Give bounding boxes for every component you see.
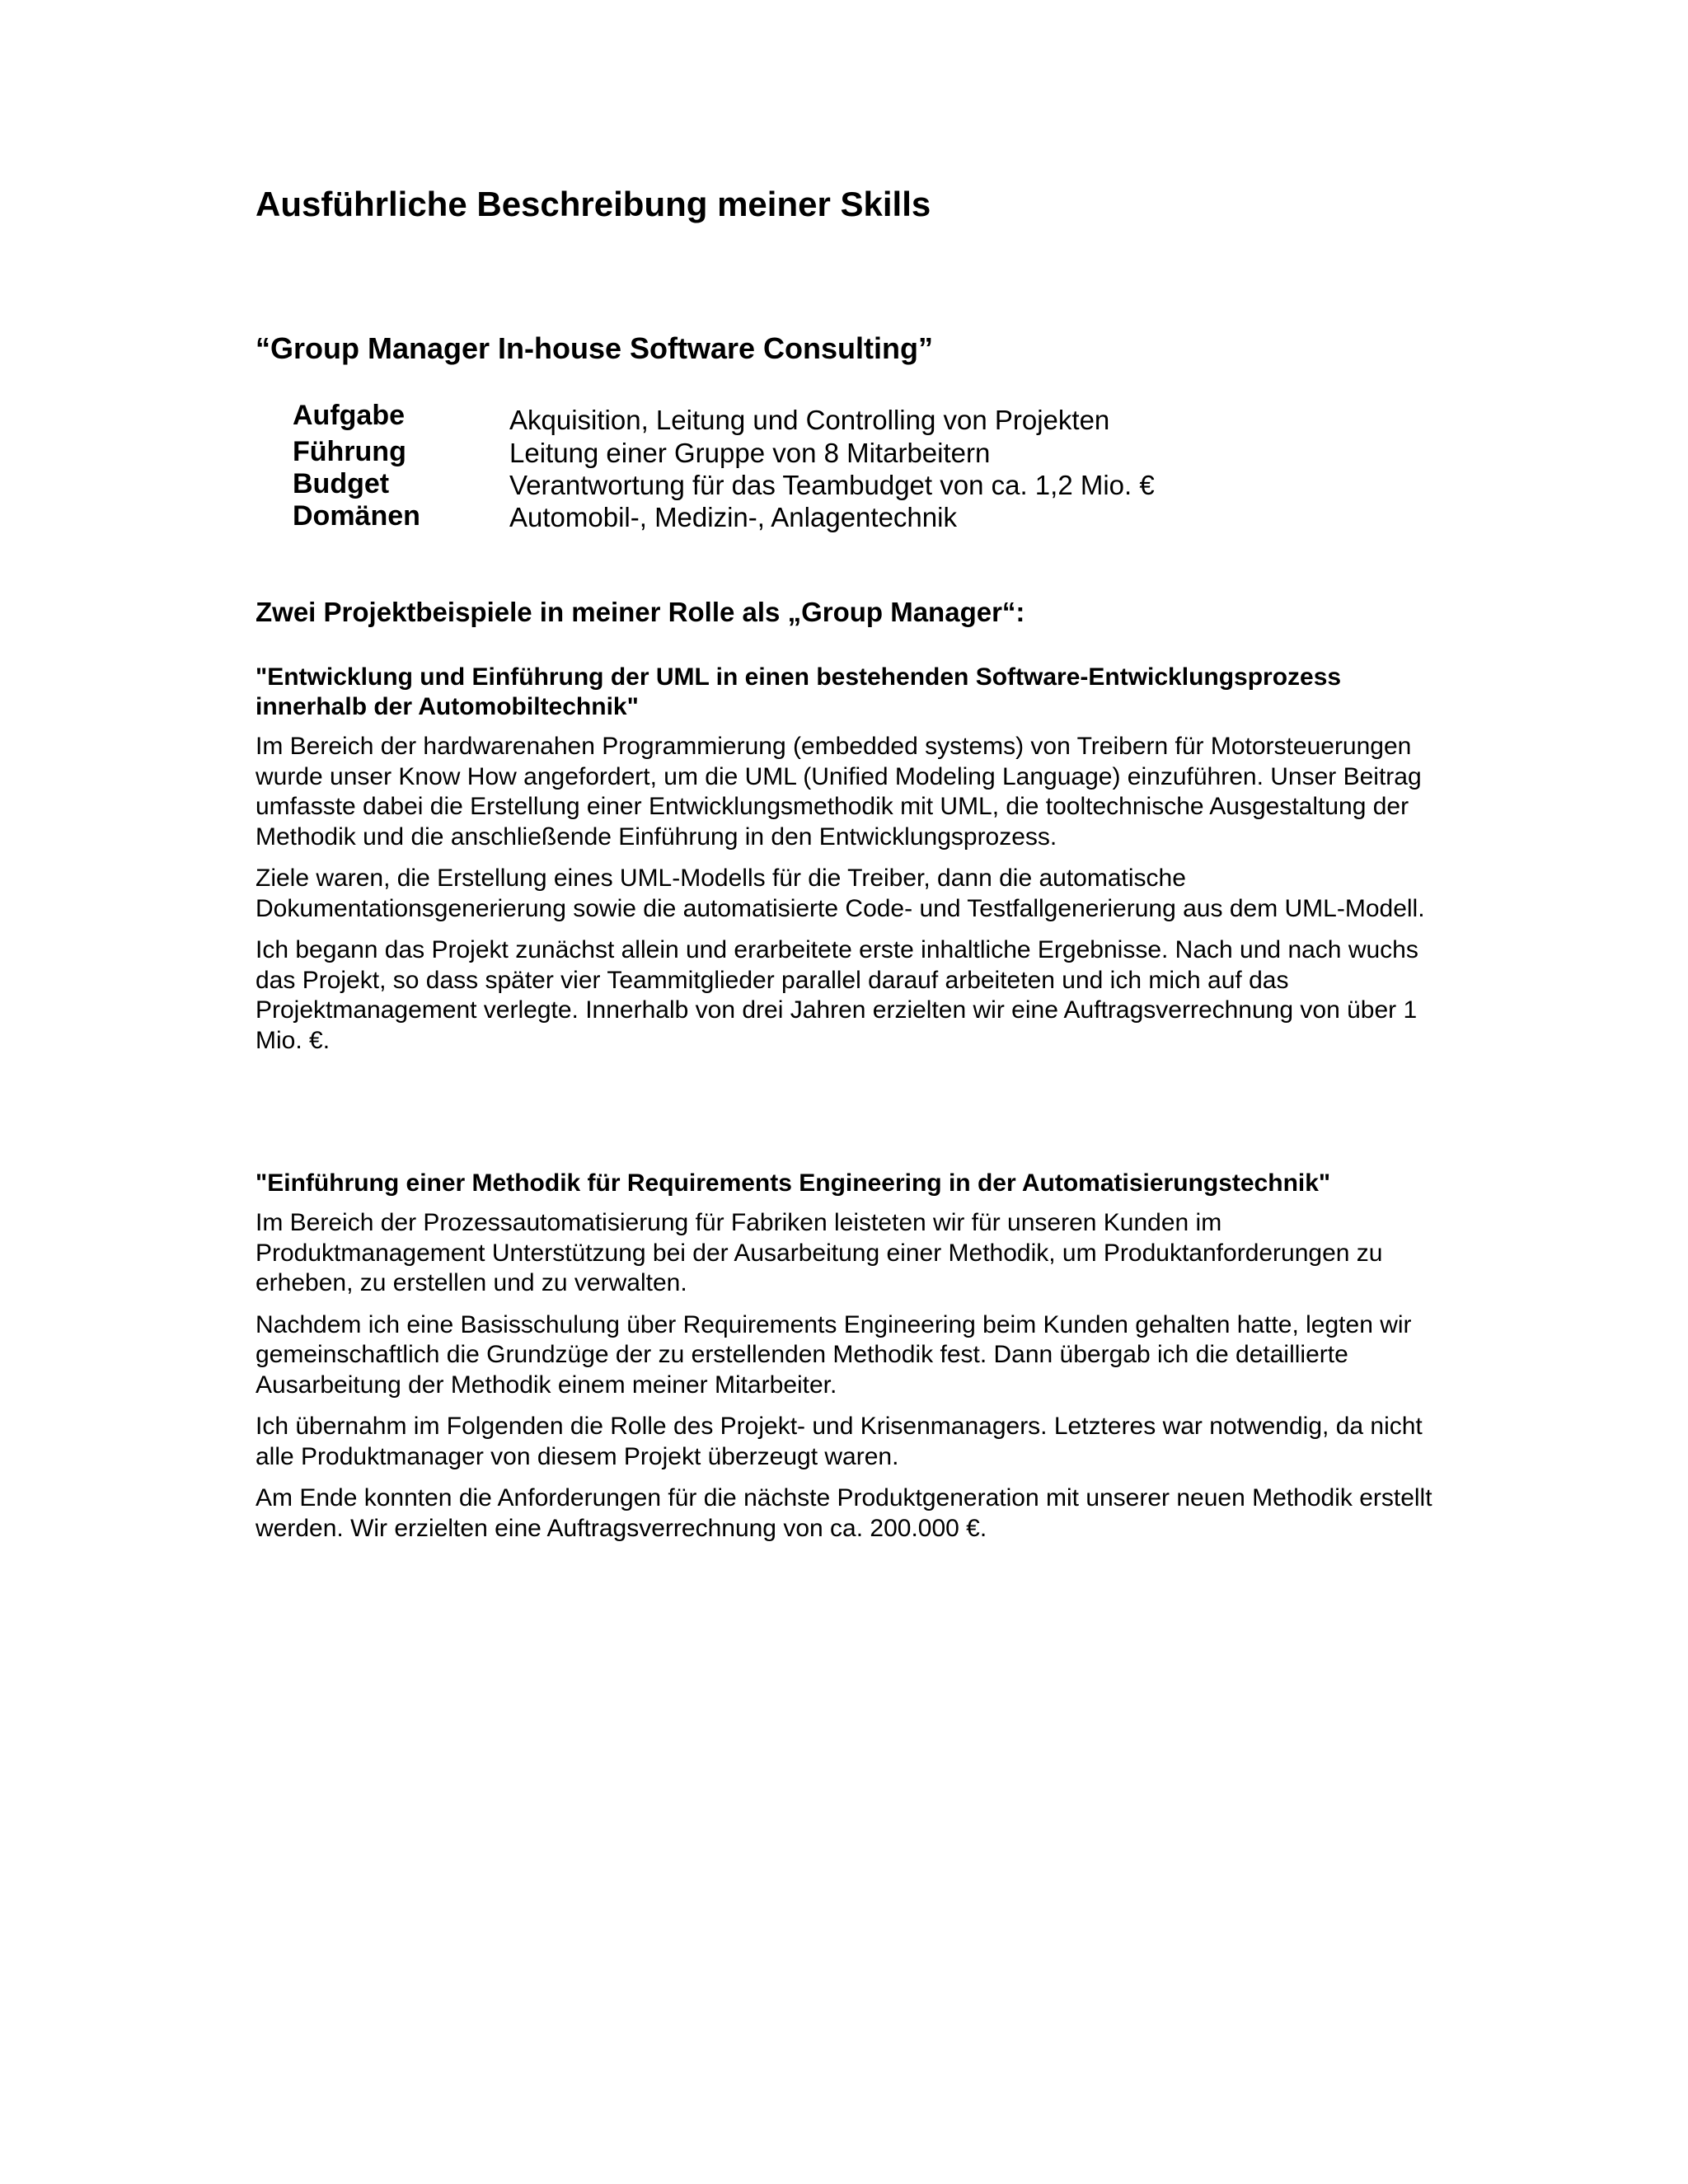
fact-label: Budget <box>293 468 390 499</box>
project-paragraph: Am Ende konnten die Anforderungen für die nächste Produktgeneration mit unserer neuen Methodik erstellt werden. Wir erzielten eine Auftragsverrechnung von ca. 200.000 €. <box>256 1484 1432 1542</box>
fact-label: Führung <box>293 436 406 467</box>
project-uml <box>256 663 1442 1067</box>
fact-value: Automobil-, Medizin-, Anlagentechnik <box>509 502 957 532</box>
fact-row-budget <box>293 467 1364 499</box>
role-facts <box>293 399 1364 532</box>
examples-heading: Zwei Projektbeispiele in meiner Rolle als „Group Manager“: <box>256 597 1025 627</box>
project-paragraph: Ziele waren, die Erstellung eines UML-Modells für die Treiber, dann die automatische Dokumentationsgenerierung sowie die automatisierte Code- und Testfallgenerierung aus dem UML-Modell. <box>256 865 1425 922</box>
project-paragraph: Im Bereich der Prozessautomatisierung für Fabriken leisteten wir für unseren Kunden im Produktmanagement Unterstützung bei der Ausarbeitung einer Methodik, um Produktanforderungen zu erheben, zu erstellen und zu verwalten. <box>256 1209 1383 1296</box>
fact-label: Aufgabe <box>293 400 405 431</box>
project-paragraph: Im Bereich der hardwarenahen Programmierung (embedded systems) von Treibern für Motorsteuerungen wurde unser Know How angefordert, um die UML (Unified Modeling Language) einzuführen. Unser Beitrag umfasste dabei die Erstellung einer Entwicklungsmethodik mit UML, die tooltechnische Ausgestaltung der Methodik und die anschließende Einführung in den Entwicklungsprozess. <box>256 733 1422 851</box>
fact-value: Leitung einer Gruppe von 8 Mitarbeitern <box>509 438 991 468</box>
document-title: Ausführliche Beschreibung meiner Skills <box>256 185 931 223</box>
project-paragraph: Ich begann das Projekt zunächst allein und erarbeitete erste inhaltliche Ergebnisse. Nach und nach wuchs das Projekt, so dass später vier Teammitglieder parallel darauf arbeiteten und ich mich auf das Projektmanagement verlegte. Innerhalb von drei Jahren erzielten wir eine Auftragsverrechnung von über 1 Mio. €. <box>256 936 1418 1054</box>
project-title: "Einführung einer Methodik für Requirements Engineering in der Automatisierungstechnik" <box>256 1169 1331 1197</box>
fact-value: Akquisition, Leitung und Controlling von Projekten <box>509 405 1110 435</box>
role-title: “Group Manager In-house Software Consulting” <box>256 331 934 365</box>
project-paragraph: Ich übernahm im Folgenden die Rolle des Projekt- und Krisenmanagers. Letzteres war notwendig, da nicht alle Produktmanager von diesem Projekt überzeugt waren. <box>256 1413 1423 1470</box>
fact-row-domaenen <box>293 499 1364 532</box>
project-paragraph: Nachdem ich eine Basisschulung über Requirements Engineering beim Kunden gehalten hatte, legten wir gemeinschaftlich die Grundzüge der zu erstellenden Methodik fest. Dann übergab ich die detaillierte Ausarbeitung der Methodik einem meiner Mitarbeiter. <box>256 1310 1412 1399</box>
fact-row-fuehrung <box>293 435 1364 467</box>
fact-value: Verantwortung für das Teambudget von ca. 1,2 Mio. € <box>509 470 1155 500</box>
project-title: "Entwicklung und Einführung der UML in einen bestehenden Software-Entwicklungsprozess innerhalb der Automobiltechnik" <box>256 663 1342 720</box>
fact-row-aufgabe <box>293 399 1364 435</box>
project-requirements-engineering <box>256 1169 1442 1555</box>
fact-label: Domänen <box>293 500 420 532</box>
